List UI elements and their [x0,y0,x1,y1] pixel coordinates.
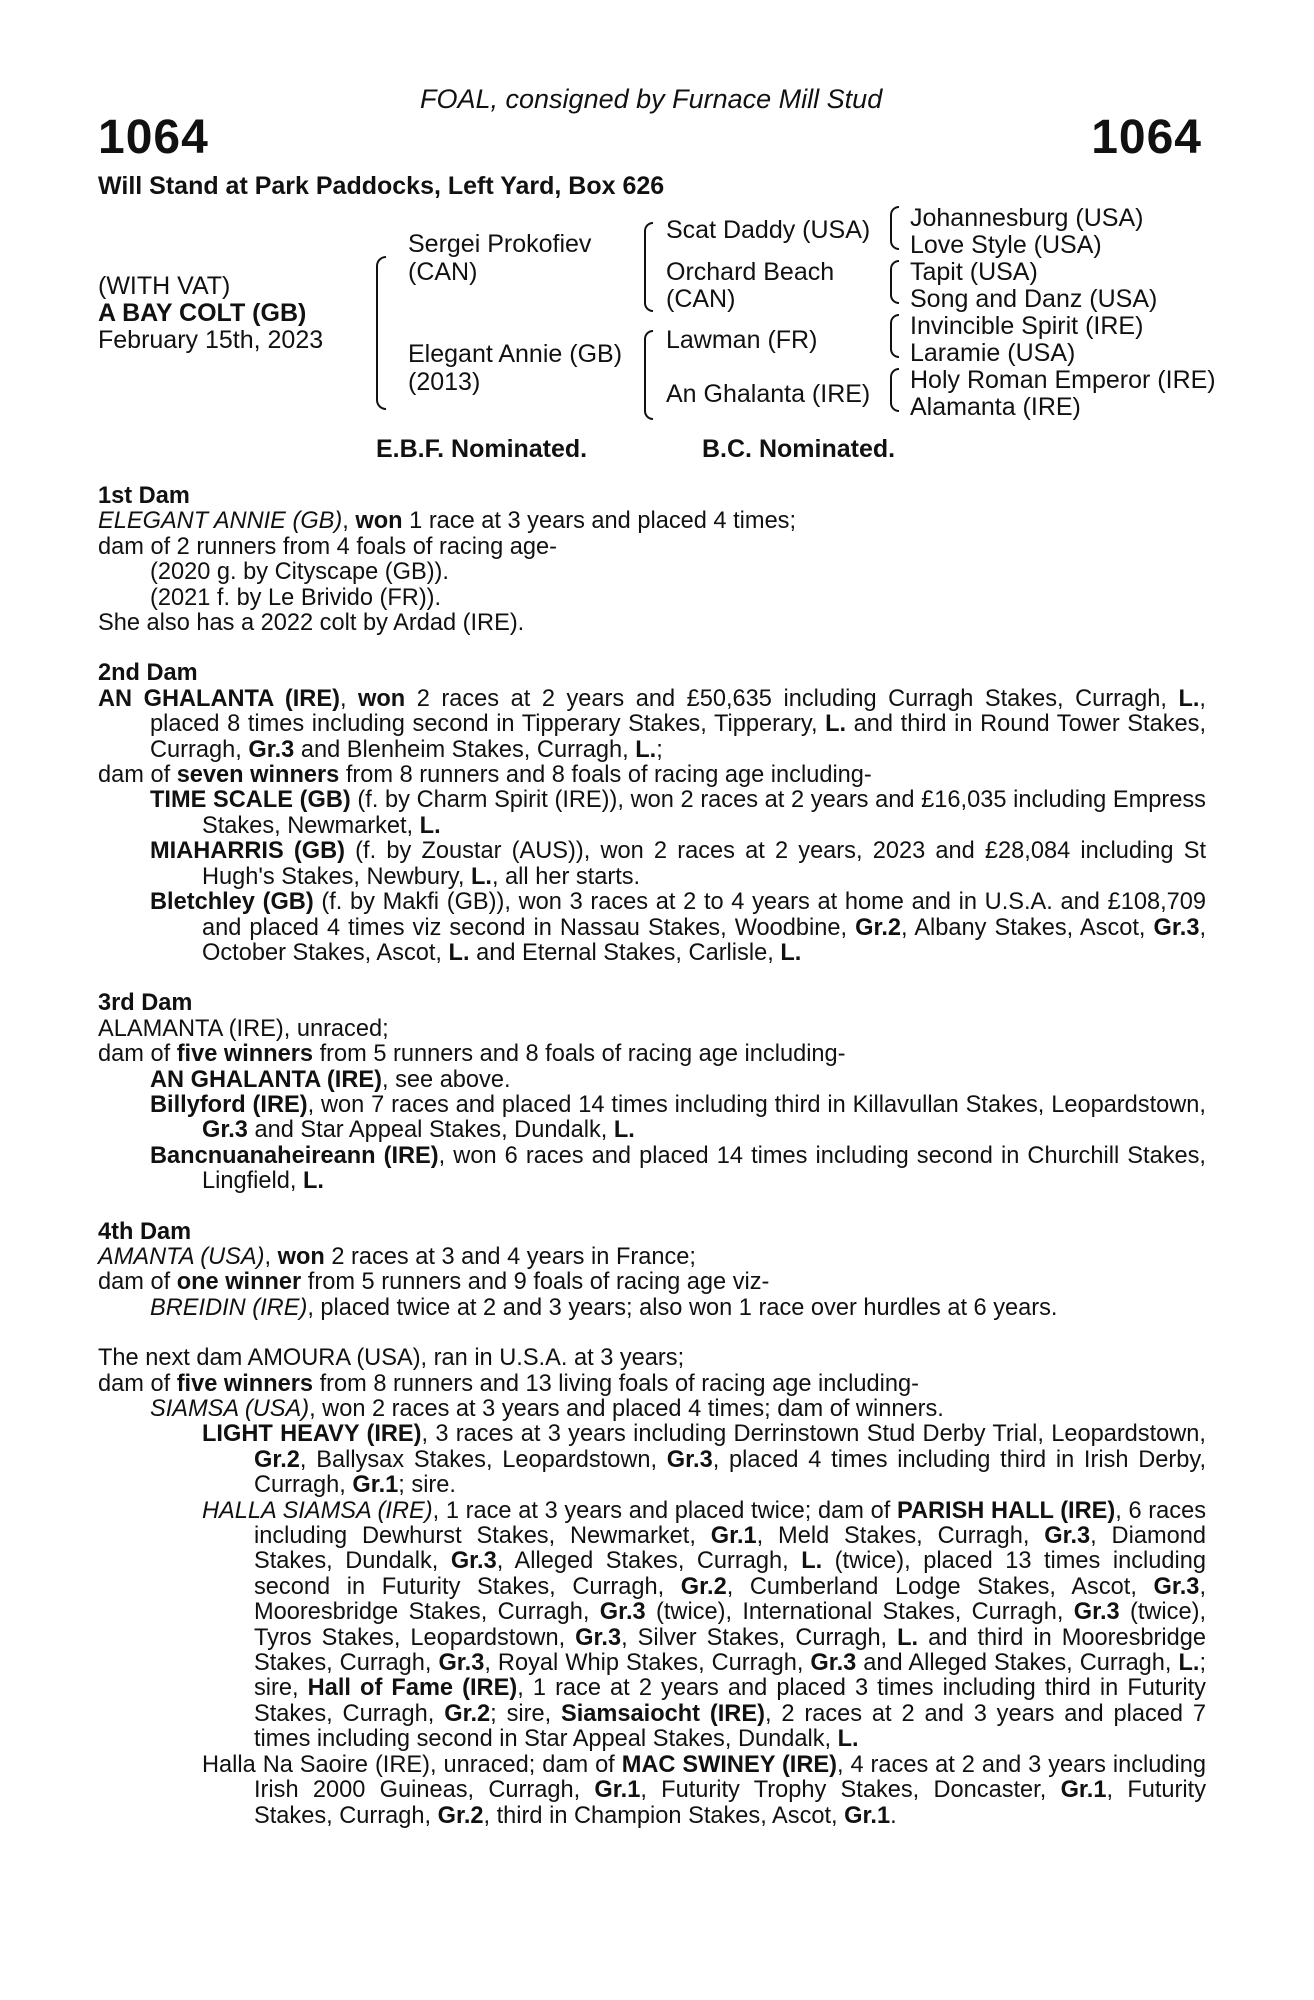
second-dam-heading: 2nd Dam [98,660,198,687]
ancestor-8: Alamanta (IRE) [910,393,1081,421]
produce-entry: AN GHALANTA (IRE), see above. [150,1066,511,1093]
produce-entry: LIGHT HEAVY (IRE), 3 races at 3 years including Derrinstown Stud Derby Trial, Leopardstown, Gr.2, Ballysax Stakes, Leopardstown, Gr.3, placed 4 times including third in Irish Derby, Curragh, Gr.1; sire. [202,1421,1206,1499]
produce-entry: SIAMSA (USA), won 2 races at 3 years and placed 4 times; dam of winners. [150,1396,944,1422]
stand-location: Will Stand at Park Paddocks, Left Yard, Box 626 [98,172,665,200]
first-dam-note: She also has a 2022 colt by Ardad (IRE). [98,610,525,637]
sire-sire: Scat Daddy (USA) [666,216,871,244]
pedigree-brace [376,256,386,410]
pedigree-brace [890,368,899,412]
second-dam-produce: dam of seven winners from 8 runners and 8 foals of racing age including- [98,762,872,789]
produce-entry: HALLA SIAMSA (IRE), 1 race at 3 years and placed twice; dam of PARISH HALL (IRE), 6 races including Dewhurst Stakes, Newmarket, Gr.1, Meld Stakes, Curragh, Gr.3, Diamond Stakes, Dundalk, Gr.3, Alleged Stakes, Curragh, L. (twice), placed 13 times including second in Futurity Stakes, Curragh, Gr.2, Cumberland Lodge Stakes, Ascot, Gr.3, Mooresbridge Stakes, Curragh, Gr.3 (twice), International Stakes, Curragh, Gr.3 (twice), Tyros Stakes, Leopardstown, Gr.3, Silver Stakes, Curragh, L. and third in Mooresbridge Stakes, Curragh, Gr.3, Royal Whip Stakes, Curragh, Gr.3 and Alleged Stakes, Curragh, L.; sire, Hall of Fame (IRE), 1 race at 2 years and placed 3 times including third in Futurity Stakes, Curragh, Gr.2; sire, Siamsaiocht (IRE), 2 races at 2 and 3 years and placed 7 times including second in Star Appeal Stakes, Dundalk, L. [202,1497,1206,1753]
ancestor-1: Johannesburg (USA) [910,204,1144,232]
ancestor-7: Holy Roman Emperor (IRE) [910,366,1216,394]
first-dam-heading: 1st Dam [98,483,190,509]
third-dam-record: ALAMANTA (IRE), unraced; [98,1015,389,1042]
third-dam-produce: dam of five winners from 5 runners and 8 foals of racing age including- [98,1041,846,1068]
ancestor-6: Laramie (USA) [910,339,1076,367]
dam-name: Elegant Annie (GB) [408,340,623,368]
sire-country: (CAN) [408,258,478,286]
ancestor-5: Invincible Spirit (IRE) [910,312,1144,340]
lot-name: A BAY COLT (GB) [98,299,307,327]
next-dam-produce: dam of five winners from 8 runners and 13 living foals of racing age including- [98,1370,919,1397]
pedigree-brace [890,314,899,358]
sire-dam-country: (CAN) [666,285,736,313]
produce-entry: (2020 g. by Cityscape (GB)). [150,559,449,586]
sire-name: Sergei Prokofiev [408,230,592,258]
catalogue-text [98,484,1206,1829]
first-dam-produce: dam of 2 runners from 4 foals of racing age- [98,533,557,560]
next-dam-record: The next dam AMOURA (USA), ran in U.S.A. at 3 years; [98,1345,685,1372]
produce-entry: (2021 f. by Le Brivido (FR)). [150,584,442,611]
fourth-dam-produce: dam of one winner from 5 runners and 9 foals of racing age viz- [98,1269,770,1296]
fourth-dam-record: AMANTA (USA), won 2 races at 3 and 4 years in France; [98,1243,696,1270]
fourth-dam-heading: 4th Dam [98,1218,192,1245]
produce-entry: BREIDIN (IRE), placed twice at 2 and 3 years; also won 1 race over hurdles at 6 years. [150,1294,1058,1321]
produce-entry: Billyford (IRE), won 7 races and placed 14 times including third in Killavullan Stakes, Leopardstown, Gr.3 and Star Appeal Stakes, Dundalk, L. [150,1091,1206,1144]
lot-number-left: 1064 [98,111,209,164]
produce-entry: Halla Na Saoire (IRE), unraced; dam of MAC SWINEY (IRE), 4 races at 2 and 3 years including Irish 2000 Guineas, Curragh, Gr.1, Futurity Trophy Stakes, Doncaster, Gr.1, Futurity Stakes, Curragh, Gr.2, third in Champion Stakes, Ascot, Gr.1. [202,1751,1206,1829]
pedigree-brace [644,222,653,312]
third-dam-heading: 3rd Dam [98,990,193,1017]
produce-entry: TIME SCALE (GB) (f. by Charm Spirit (IRE)), won 2 races at 2 years and £16,035 including Empress Stakes, Newmarket, L. [150,787,1206,839]
ancestor-3: Tapit (USA) [910,258,1038,286]
produce-entry: MIAHARRIS (GB) (f. by Zoustar (AUS)), won 2 races at 2 years, 2023 and £28,084 including St Hugh's Stakes, Newbury, L., all her starts. [150,838,1207,890]
dam-dam: An Ghalanta (IRE) [666,380,871,408]
produce-entry: Bletchley (GB) (f. by Makfi (GB)), won 3 races at 2 to 4 years at home and in U.S.A. and £108,709 and placed 4 times viz second in Nassau Stakes, Woodbine, Gr.2, Albany Stakes, Ascot, Gr.3, October Stakes, Ascot, L. and Eternal Stakes, Carlisle, L. [150,889,1207,966]
pedigree-brace [644,330,653,420]
pedigree-brace [890,206,899,250]
bc-nomination: B.C. Nominated. [702,435,896,463]
produce-entry: Bancnuanaheireann (IRE), won 6 races and placed 14 times including second in Churchill Stakes, Lingfield, L. [150,1142,1206,1195]
dam-sire: Lawman (FR) [666,326,818,354]
pedigree-brace [890,260,899,304]
consignment-line: FOAL, consigned by Furnace Mill Stud [420,84,883,114]
vat-note: (WITH VAT) [98,272,231,300]
dam-year: (2013) [408,368,481,396]
foaling-date: February 15th, 2023 [98,326,324,354]
ancestor-2: Love Style (USA) [910,231,1102,259]
second-dam-record: AN GHALANTA (IRE), won 2 races at 2 years and £50,635 including Curragh Stakes, Curragh, L., placed 8 times including second in Tipperary Stakes, Tipperary, L. and third in Round Tower Stakes, Curragh, Gr.3 and Blenheim Stakes, Curragh, L.; [98,685,1206,763]
sire-dam: Orchard Beach [666,258,835,286]
ancestor-4: Song and Danz (USA) [910,285,1158,313]
ebf-nomination: E.B.F. Nominated. [376,435,588,463]
lot-number-right: 1064 [1091,111,1202,164]
first-dam-line: ELEGANT ANNIE (GB), won 1 race at 3 years and placed 4 times; [98,508,797,535]
